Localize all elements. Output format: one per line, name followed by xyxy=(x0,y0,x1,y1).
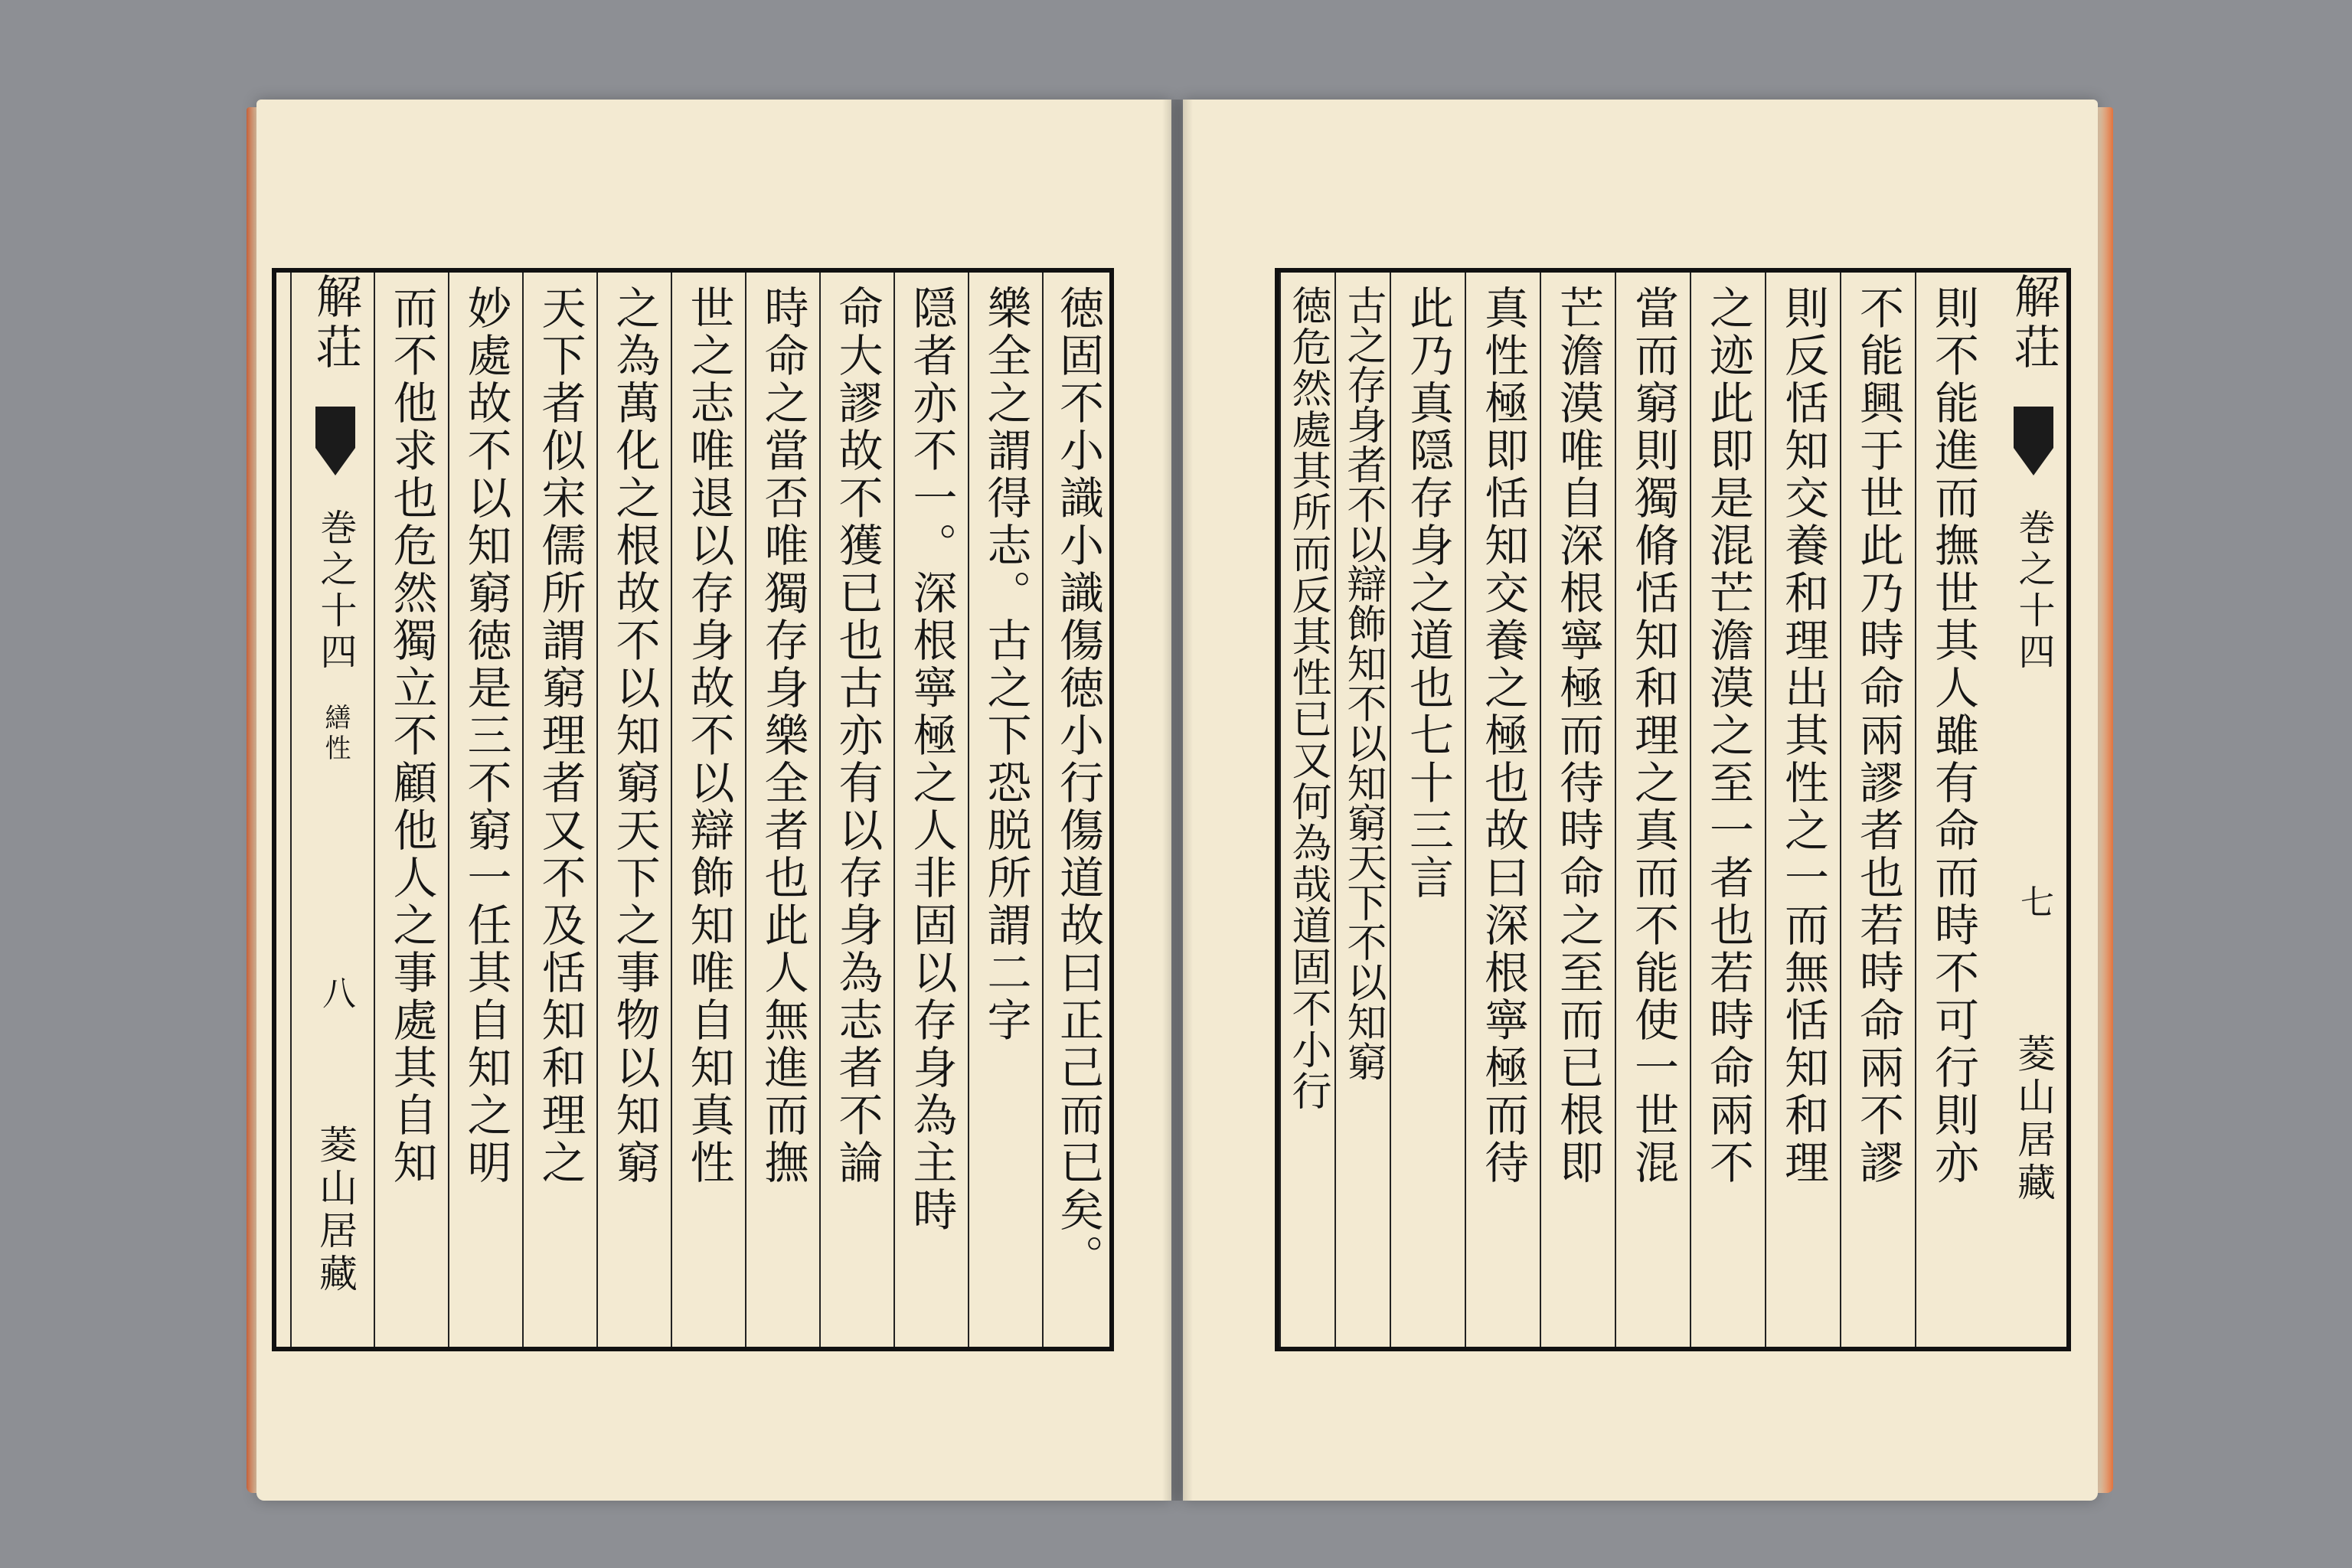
text-column xyxy=(1915,273,1990,1347)
column-text: 之為萬化之根故不以知窮天下之事物以知窮 xyxy=(608,285,661,1187)
chapter-label: 繕性 xyxy=(320,704,351,765)
left-text-block xyxy=(272,268,1114,1351)
text-column xyxy=(596,273,671,1347)
column-text: 不能興于世此乃時命兩謬者也若時命兩不謬 xyxy=(1852,285,1904,1187)
folio-number: 七 xyxy=(2014,884,2053,923)
text-column xyxy=(1840,273,1915,1347)
column-text: 徳危然處其所而反其性已又何為哉道固不小行 xyxy=(1285,285,1331,1112)
book-title: 解荘 xyxy=(309,273,362,374)
column-text: 樂全之謂得志。古之下恐脱所謂二字 xyxy=(979,285,1032,1044)
column-text: 而不他求也危然獨立不顧他人之事處其自知 xyxy=(385,285,438,1187)
publisher-mark: 菱山居藏 xyxy=(2011,1034,2056,1205)
text-column xyxy=(1465,273,1540,1347)
column-text: 芒澹漠唯自深根寧極而待時命之至而已根即 xyxy=(1552,285,1604,1187)
fishtail-mark-icon xyxy=(2014,407,2053,475)
right-text-block xyxy=(1275,268,2071,1351)
column-text: 之迹此即是混芒澹漠之至一者也若時命兩不 xyxy=(1702,285,1754,1187)
column-text: 天下者似宋儒所謂窮理者又不及恬知和理之 xyxy=(534,285,586,1187)
text-column xyxy=(893,273,968,1347)
text-column xyxy=(1334,273,1390,1347)
text-column xyxy=(1690,273,1765,1347)
volume-label: 巻之十四 xyxy=(314,508,357,674)
column-text: 命大謬故不獲已也古亦有以存身為志者不論 xyxy=(831,285,884,1187)
right-page-margin xyxy=(1990,273,2066,1347)
column-text: 則不能進而撫世其人雖有命而時不可行則亦 xyxy=(1927,285,1979,1187)
column-text: 此乃真隠存身之道也七十三言 xyxy=(1402,285,1454,902)
book-gutter xyxy=(1162,100,1193,1501)
text-column xyxy=(1540,273,1615,1347)
fishtail-mark-icon xyxy=(315,407,355,475)
text-column xyxy=(671,273,745,1347)
column-text: 時命之當否唯獨存身樂全者也此人無進而撫 xyxy=(756,285,809,1187)
column-text: 當而窮則獨脩恬知和理之真而不能使一世混 xyxy=(1627,285,1679,1187)
text-column xyxy=(1279,273,1334,1347)
text-column xyxy=(1765,273,1840,1347)
column-text: 真性極即恬知交養之極也故曰深根寧極而待 xyxy=(1477,285,1529,1187)
column-text: 世之志唯退以存身故不以辯飾知唯自知真性 xyxy=(682,285,735,1187)
column-text: 徳固不小識小識傷徳小行傷道故曰正己而已矣。 xyxy=(1052,285,1104,1282)
text-column xyxy=(522,273,596,1347)
column-text: 妙處故不以知窮徳是三不窮一任其自知之明 xyxy=(459,285,512,1187)
publisher-mark: 菱山居藏 xyxy=(313,1125,358,1296)
text-column xyxy=(374,273,448,1347)
folio-number: 八 xyxy=(316,975,355,1014)
left-page-margin xyxy=(290,273,368,1347)
book-title: 解荘 xyxy=(2007,273,2060,374)
text-column xyxy=(819,273,893,1347)
column-text: 隠者亦不一。深根寧極之人非固以存身為主時 xyxy=(905,285,958,1234)
text-column xyxy=(968,273,1042,1347)
text-column xyxy=(448,273,522,1347)
column-text: 古之存身者不以辯飾知不以知窮天下不以知窮 xyxy=(1340,285,1386,1081)
text-column xyxy=(1615,273,1690,1347)
column-text: 則反恬知交養和理出其性之一而無恬知和理 xyxy=(1777,285,1829,1187)
text-column xyxy=(745,273,819,1347)
text-column xyxy=(1390,273,1465,1347)
volume-label: 巻之十四 xyxy=(2012,508,2055,674)
text-column xyxy=(1042,273,1112,1347)
